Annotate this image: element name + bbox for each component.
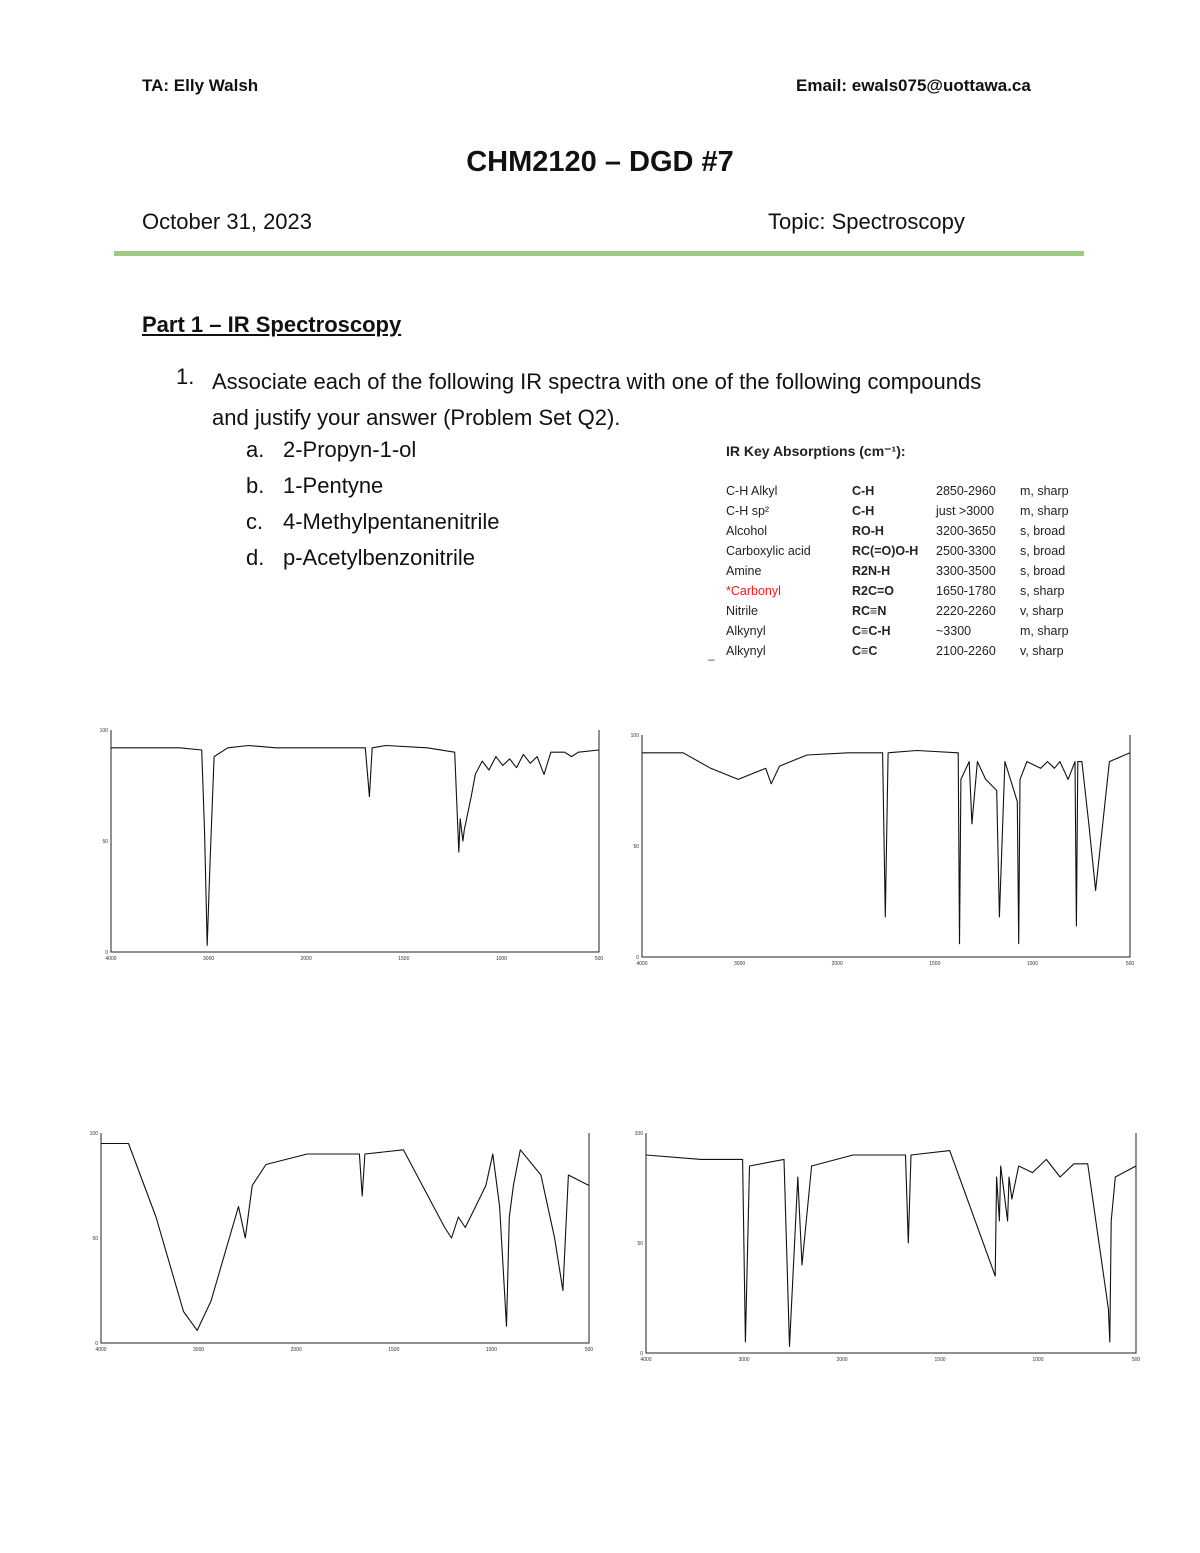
x-tick-label: 1000 [1032, 1357, 1044, 1363]
ir-table-row [726, 622, 1100, 642]
section-heading: Part 1 – IR Spectroscopy [142, 312, 402, 337]
option-text: 1-Pentyne [283, 473, 384, 498]
ir-bond-cell: RC≡N [852, 604, 887, 618]
option-label: d. [246, 545, 265, 570]
ir-description-cell: s, sharp [1020, 584, 1065, 598]
ir-description-cell: m, sharp [1020, 624, 1069, 638]
option-label: b. [246, 473, 265, 498]
x-tick-label: 2000 [836, 1357, 848, 1363]
x-tick-label: 3000 [738, 1357, 750, 1363]
x-tick-label: 500 [1131, 1357, 1141, 1363]
ir-table-row [726, 542, 1100, 562]
ir-table-row [726, 502, 1100, 522]
ir-bond-cell: RO-H [852, 524, 884, 538]
ir-spectrum-1 [95, 722, 605, 974]
spectrum-trace [101, 1144, 589, 1331]
x-tick-label: 3000 [734, 961, 746, 967]
x-tick-label: 2000 [290, 1347, 302, 1353]
plot-frame [101, 1133, 589, 1343]
ir-group-cell: Carboxylic acid [726, 544, 811, 558]
x-tick-label: 4000 [636, 961, 648, 967]
ir-table-row [726, 482, 1100, 502]
x-tick-label: 3000 [193, 1347, 205, 1353]
ir-description-cell: s, broad [1020, 564, 1066, 578]
y-tick-label: 0 [636, 955, 639, 961]
ir-bond-cell: C-H [852, 504, 875, 518]
ir-description-cell: v, sharp [1020, 644, 1064, 658]
ir-group-cell: Alkynyl [726, 624, 766, 638]
question-number: 1. [176, 364, 195, 389]
y-tick-label: 100 [634, 1131, 643, 1137]
ir-table-row [726, 642, 1100, 662]
x-tick-label: 4000 [95, 1347, 107, 1353]
ir-spectrum-3 [85, 1125, 595, 1365]
ir-description-cell: m, sharp [1020, 504, 1069, 518]
ir-table-row [726, 562, 1100, 582]
ir-bond-cell: RC(=O)O-H [852, 544, 919, 558]
ta-email: Email: ewals075@uottawa.ca [796, 76, 1031, 95]
ir-group-cell: C-H sp² [726, 504, 770, 518]
ir-range-cell: 2500-3300 [936, 544, 996, 558]
ir-range-cell: 1650-1780 [936, 584, 996, 598]
ir-absorption-table [726, 443, 1100, 662]
spectrum-trace [111, 746, 599, 946]
y-tick-label: 50 [92, 1236, 98, 1242]
ir-table-row [726, 582, 1100, 602]
option-text: 2-Propyn-1-ol [283, 437, 417, 462]
y-tick-label: 0 [640, 1351, 643, 1357]
spectrum-trace [646, 1151, 1136, 1347]
ir-group-cell: Amine [726, 564, 762, 578]
dash-marker: – [708, 652, 715, 666]
ir-group-cell: C-H Alkyl [726, 484, 778, 498]
x-tick-label: 2000 [831, 961, 843, 967]
ir-range-cell: 3300-3500 [936, 564, 996, 578]
ir-bond-cell: R2N-H [852, 564, 891, 578]
ir-spectrum-4 [630, 1125, 1142, 1375]
ir-description-cell: v, sharp [1020, 604, 1064, 618]
x-tick-label: 4000 [105, 956, 117, 962]
x-tick-label: 1500 [934, 1357, 946, 1363]
y-tick-label: 50 [102, 839, 108, 845]
page-title: CHM2120 – DGD #7 [466, 146, 734, 178]
x-tick-label: 2000 [300, 956, 312, 962]
ir-range-cell: just >3000 [936, 504, 995, 518]
ir-range-cell: 2100-2260 [936, 644, 996, 658]
ir-description-cell: s, broad [1020, 524, 1066, 538]
ir-group-cell: Alkynyl [726, 644, 766, 658]
ir-bond-cell: C≡C [852, 644, 878, 658]
x-tick-label: 500 [1125, 961, 1135, 967]
ir-bond-cell: C≡C-H [852, 624, 891, 638]
x-tick-label: 500 [594, 956, 604, 962]
spectrum-trace [642, 751, 1130, 944]
option-text: p-Acetylbenzonitrile [283, 545, 475, 570]
ir-table-body [726, 482, 1100, 662]
x-tick-label: 3000 [203, 956, 215, 962]
x-tick-label: 4000 [640, 1357, 652, 1363]
ir-range-cell: 2850-2960 [936, 484, 996, 498]
header-divider [114, 251, 1084, 256]
ir-group-cell: *Carbonyl [726, 584, 781, 598]
ir-group-cell: Nitrile [726, 604, 758, 618]
y-tick-label: 0 [105, 950, 108, 956]
ir-description-cell: m, sharp [1020, 484, 1069, 498]
ir-description-cell: s, broad [1020, 544, 1066, 558]
plot-frame [646, 1133, 1136, 1353]
ir-bond-cell: R2C=O [852, 584, 895, 598]
ir-range-cell: 2220-2260 [936, 604, 996, 618]
ir-table-row [726, 522, 1100, 542]
x-tick-label: 1500 [929, 961, 941, 967]
y-tick-label: 100 [89, 1131, 98, 1137]
y-tick-label: 50 [637, 1241, 643, 1247]
x-tick-label: 1500 [398, 956, 410, 962]
ir-group-cell: Alcohol [726, 524, 767, 538]
x-tick-label: 1000 [1026, 961, 1038, 967]
option-text: 4-Methylpentanenitrile [283, 509, 500, 534]
y-tick-label: 50 [633, 844, 639, 850]
topic: Topic: Spectroscopy [768, 209, 965, 234]
y-tick-label: 0 [95, 1341, 98, 1347]
y-tick-label: 100 [99, 728, 108, 734]
ir-table-row [726, 602, 1100, 622]
plot-frame [111, 730, 599, 952]
ir-spectrum-2 [626, 727, 1136, 979]
ir-range-cell: 3200-3650 [936, 524, 996, 538]
y-tick-label: 100 [630, 733, 639, 739]
option-label: a. [246, 437, 265, 462]
ir-bond-cell: C-H [852, 484, 875, 498]
ta-name: TA: Elly Walsh [142, 76, 259, 95]
x-tick-label: 1000 [485, 1347, 497, 1353]
x-tick-label: 500 [584, 1347, 594, 1353]
x-tick-label: 1500 [388, 1347, 400, 1353]
date: October 31, 2023 [142, 209, 313, 234]
ir-range-cell: ~3300 [936, 624, 972, 638]
ir-table-title: IR Key Absorptions (cm⁻¹): [726, 443, 906, 459]
x-tick-label: 1000 [495, 956, 507, 962]
question-text: Associate each of the following IR spectra with one of the following compounds and justify your answer (Problem Set Q2). [212, 369, 982, 430]
option-label: c. [246, 509, 264, 534]
